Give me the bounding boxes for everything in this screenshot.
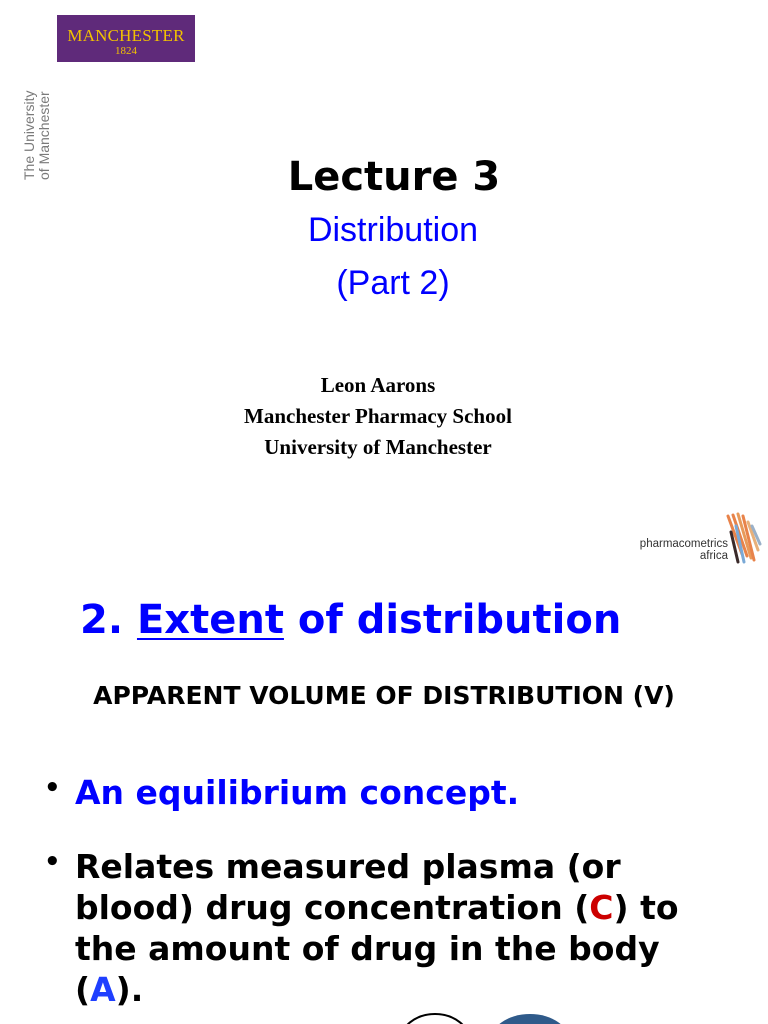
africa-stripes-icon [722, 512, 762, 566]
bullet2-part2: ) to the amount of drug in the body ( [75, 888, 679, 1009]
section-heading [80, 596, 621, 644]
bullet2-part1: Relates measured plasma (or blood) drug concentration ( [75, 847, 621, 927]
author-name: Leon Aarons [320, 373, 436, 397]
content-slide [0, 576, 768, 1024]
logo-name: MANCHESTER [67, 26, 185, 45]
apparent-volume-heading: APPARENT VOLUME OF DISTRIBUTION (V) [93, 681, 675, 710]
lecture-title: Lecture 3 [287, 154, 501, 200]
author-block [0, 370, 756, 463]
university-of-manchester-logo [57, 15, 195, 62]
lecture-subtitle-part: (Part 2) [336, 264, 450, 302]
heading-rest: of distribution [297, 597, 622, 643]
pa-line2: africa [699, 550, 728, 562]
university-vertical-line2: of Manchester [36, 91, 52, 180]
university-vertical-line1: The University [21, 90, 37, 180]
heading-emphasis: Extent [136, 597, 284, 643]
amount-symbol: A [90, 970, 116, 1009]
bullet-dot-icon: • [44, 847, 61, 877]
lecture-subtitle-topic: Distribution [307, 211, 479, 249]
pharmacometrics-africa-logo [626, 512, 762, 566]
bullet-text-1: An equilibrium concept. [75, 773, 520, 812]
bullet-dot-icon: • [44, 773, 61, 803]
logo-year: 1824 [115, 45, 137, 57]
school-name: Manchester Pharmacy School [244, 404, 512, 428]
university-name: University of Manchester [264, 435, 492, 459]
heading-number: 2. [80, 597, 124, 643]
partial-diagram-shapes [400, 1012, 590, 1024]
bullet-text-2 [75, 846, 735, 1010]
pa-line1: pharmacometrics [639, 538, 728, 550]
bullet2-part3: ). [115, 970, 144, 1009]
concentration-symbol: C [589, 888, 614, 927]
pharmacometrics-africa-text [640, 538, 728, 562]
